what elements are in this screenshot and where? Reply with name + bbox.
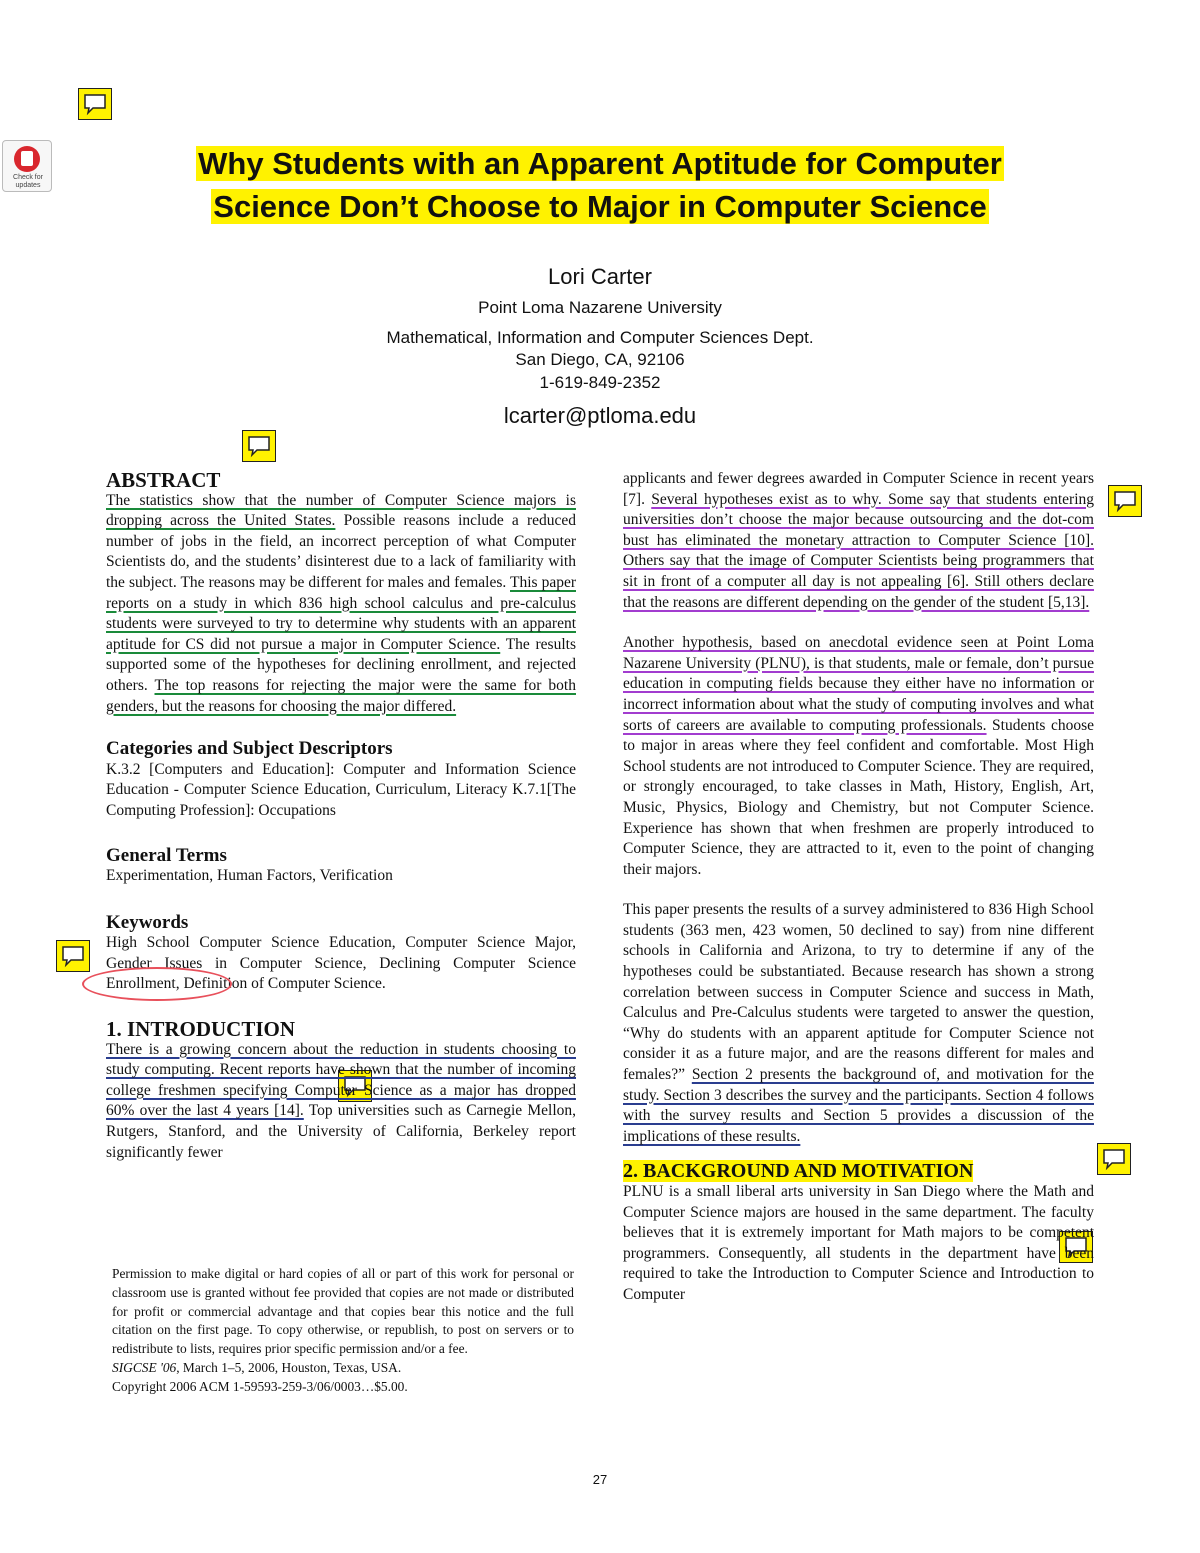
categories-heading: Categories and Subject Descriptors <box>106 738 393 760</box>
keywords-annotation-oval <box>82 967 232 1001</box>
permission-text: Permission to make digital or hard copies of all or part of this work for personal or classroom use is granted without fee provided that copies are not made or distributed for profit or commercial advantage and that copies bear this notice and the full citation on the first page. To copy otherwise, or republish, to post on servers or to redistribute to lists, requires prior specific permission and/or a fee. <box>112 1266 574 1357</box>
abstract-heading: ABSTRACT <box>106 468 221 492</box>
comment-note-icon[interactable] <box>78 88 112 120</box>
abstract-text: The statistics show that the number of Computer Science majors is dropping across the United States. Possible reasons include a reduced number of jobs in the field, an incorrect perception of what Computer Scientists do, and the students’ disinterest due to a lack of familiarity with the subject. The reasons may be different for males and females. This paper reports on a study in which 836 high school calculus and pre-calculus students were surveyed to try to determine why students with an apparent aptitude for CS did not pursue a major in Computer Science. The results supported some of the hypotheses for declining enrollment, and rejected others. The top reasons for rejecting the major were the same for both genders, but the reasons for choosing the major differed. <box>106 491 576 715</box>
author-university: Point Loma Nazarene University <box>478 298 722 317</box>
general-terms-text: Experimentation, Human Factors, Verification <box>106 867 393 885</box>
copyright-line: Copyright 2006 ACM 1-59593-259-3/06/0003…$5.00. <box>112 1378 408 1394</box>
author-city: San Diego, CA, 92106 <box>515 350 685 369</box>
comment-note-icon[interactable] <box>1108 485 1142 517</box>
right-paragraph-3: This paper presents the results of a survey administered to 836 High School students (363 men, 423 women, 50 declined to say) from nine different schools in California and Arizona, to try to determine if any of the hypotheses could be substantiated. Because research has shown a strong correlation between success in Computer Science and success in Math, Calculus and Pre-Calculus students were targeted to answer the question, “Why do students with an apparent aptitude for Computer Science not consider it as a future major, and are the reasons different for males and females?” Section 2 presents the background of, and motivation for the study. Section 3 describes the survey and the participants. Section 4 follows with the survey results and Section 5 provides a discussion of the implications of these results. <box>623 901 1094 1145</box>
author-phone: 1-619-849-2352 <box>539 373 661 392</box>
comment-note-icon[interactable] <box>1097 1143 1131 1175</box>
author-email[interactable]: lcarter@ptloma.edu <box>503 403 697 428</box>
background-heading: 2. BACKGROUND AND MOTIVATION <box>623 1160 974 1183</box>
left-column <box>106 470 576 1163</box>
crossmark-label: Check for updates <box>13 174 43 189</box>
author-name: Lori Carter <box>548 264 652 289</box>
keywords-text: High School Computer Science Education, Computer Science Major, Gender Issues in Computer Science, Declining Computer Science Enrollment, Definition of Computer Science. <box>106 934 576 993</box>
paper-title-line-1: Why Students with an Apparent Aptitude for Computer <box>198 146 1002 181</box>
permission-notice <box>112 1265 574 1397</box>
introduction-heading: 1. INTRODUCTION <box>106 1017 296 1042</box>
comment-note-icon[interactable] <box>56 940 90 972</box>
right-paragraph-1: applicants and fewer degrees awarded in Computer Science in recent years [7]. Several hypotheses exist as to why. Some say that students entering universities don’t choose the major because outsourcing and the dot-com bust has eliminated the monetary attraction to Computer Science [10]. Others say that the image of Computer Scientists being programmers that sit in front of a computer all day is not appealing [6]. Still others declare that the reasons are different depending on the gender of the student [5,13]. <box>623 470 1094 611</box>
right-paragraph-2: Another hypothesis, based on anecdotal evidence seen at Point Loma Nazarene University (PLNU), is that students, male or female, don’t pursue education in computing fields because they either have no information or incorrect information about what the study of computing involves and what sorts of careers are available to computing professionals. Students choose to major in areas where they feel confident and comfortable. Most High School students are not introduced to Computer Science. They are required, or strongly encouraged, to take classes in Math, History, English, Art, Music, Physics, Biology and Chemistry, but not Computer Science. Experience has shown that when freshmen are properly introduced to Computer Science, they are attracted to it, even to the point of changing their majors. <box>623 634 1095 878</box>
paper-title-line-2: Science Don’t Choose to Major in Computer Science <box>213 189 987 224</box>
categories-text: K.3.2 [Computers and Education]: Computer and Information Science Education - Computer Science Education, Curriculum, Literacy K.7.1[The Computing Profession]: Occupations <box>106 760 576 819</box>
general-terms-heading: General Terms <box>106 844 227 866</box>
introduction-text: There is a growing concern about the reduction in students choosing to study computing. Recent reports have shown that the number of incoming college freshmen specifying Computer Science as a major has dropped 60% over the last 4 years [14]. Top universities such as Carnegie Mellon, Rutgers, Stanford, and the University of California, Berkeley report significantly fewer <box>106 1040 576 1161</box>
page-number: 27 <box>592 1472 608 1487</box>
right-column <box>623 469 1094 1306</box>
comment-note-icon[interactable] <box>242 430 276 462</box>
author-department: Mathematical, Information and Computer Sciences Dept. <box>386 328 814 347</box>
keywords-heading: Keywords <box>106 911 189 933</box>
background-text: PLNU is a small liberal arts university in San Diego where the Math and Computer Science majors are housed in the same department. The faculty believes that it is extremely important for Math majors to be competent programmers. Consequently, all students in the department have been required to take the Introduction to Computer Science and Introduction to Computer <box>623 1183 1094 1303</box>
conference-line: SIGCSE '06, March 1–5, 2006, Houston, Texas, USA. <box>112 1359 402 1375</box>
